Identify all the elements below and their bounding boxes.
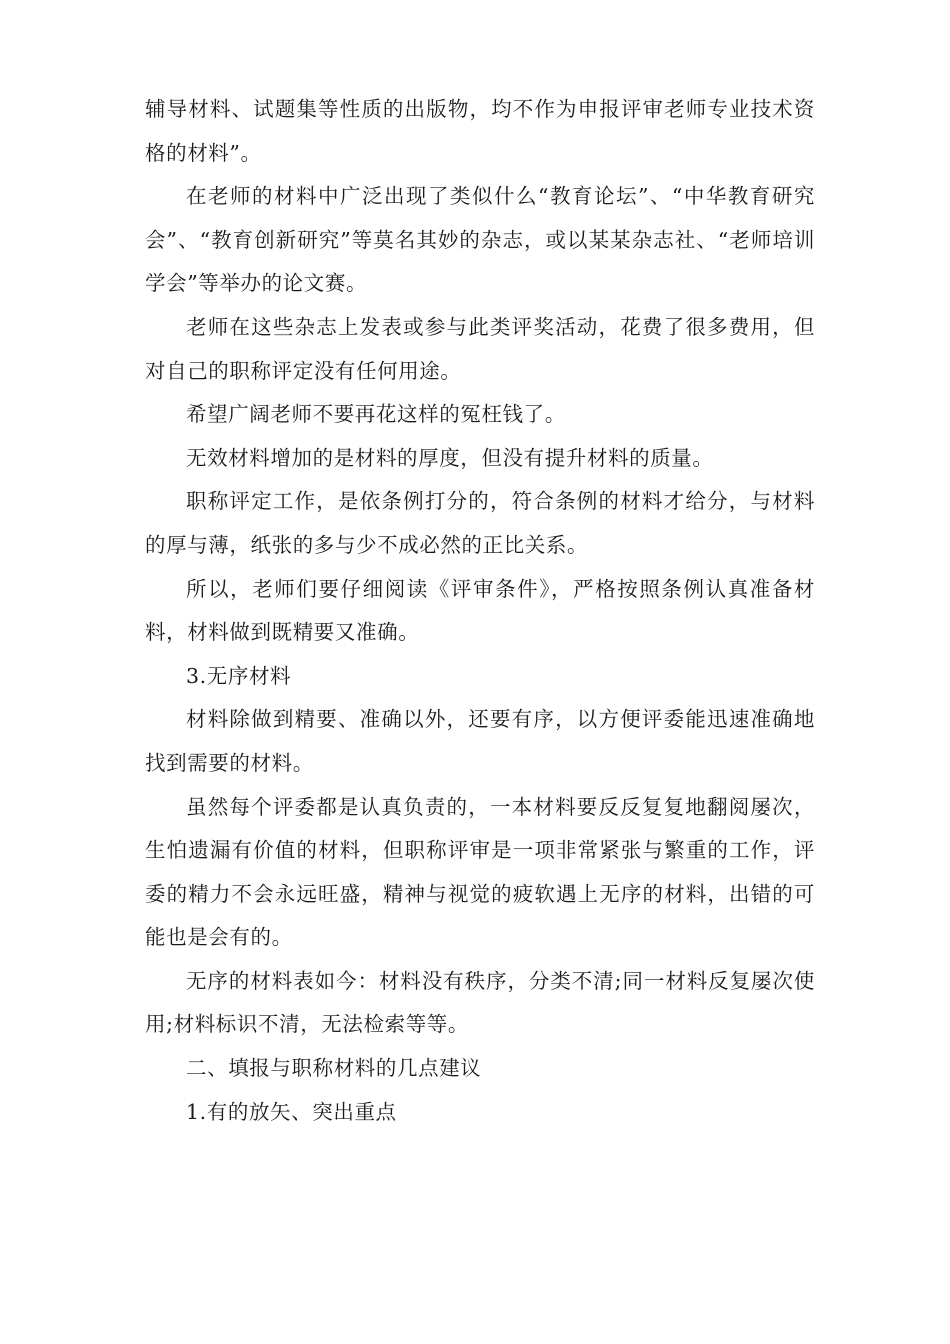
paragraph: 无效材料增加的是材料的厚度，但没有提升材料的质量。 xyxy=(186,445,714,470)
document-body xyxy=(145,88,815,1134)
section-heading: 3.无序材料 xyxy=(186,663,292,688)
paragraph: 材料除做到精要、准确以外，还要有序，以方便评委能迅速准确地找到需要的材料。 xyxy=(145,707,815,775)
paragraph: 虽然每个评委都是认真负责的，一本材料要反反复复地翻阅屡次，生怕遗漏有价值的材料，但职称评审是一项非常紧张与繁重的工作，评委的精力不会永远旺盛，精神与视觉的疲软遇上无序的材料，出错的可能也是会有的。 xyxy=(145,794,815,950)
paragraph: 在老师的材料中广泛出现了类似什么“教育论坛”、“中华教育研究会”、“教育创新研究”等莫名其妙的杂志，或以某某杂志社、“老师培训学会”等举办的论文赛。 xyxy=(145,184,815,296)
section-heading: 二、填报与职称材料的几点建议 xyxy=(186,1056,482,1081)
paragraph: 希望广阔老师不要再花这样的冤枉钱了。 xyxy=(186,402,566,427)
paragraph: 职称评定工作，是依条例打分的，符合条例的材料才给分，与材料的厚与薄，纸张的多与少不成必然的正比关系。 xyxy=(145,489,815,557)
paragraph: 所以，老师们要仔细阅读《评审条件》，严格按照条例认真准备材料，材料做到既精要又准确。 xyxy=(145,576,815,645)
section-heading: 1.有的放矢、突出重点 xyxy=(186,1099,397,1124)
paragraph: 无序的材料表如今：材料没有秩序，分类不清;同一材料反复屡次使用;材料标识不清，无法检索等等。 xyxy=(145,968,815,1037)
paragraph: 辅导材料、试题集等性质的出版物，均不作为申报评审老师专业技术资格的材料”。 xyxy=(145,97,815,165)
paragraph: 老师在这些杂志上发表或参与此类评奖活动，花费了很多费用，但对自己的职称评定没有任何用途。 xyxy=(145,314,815,383)
